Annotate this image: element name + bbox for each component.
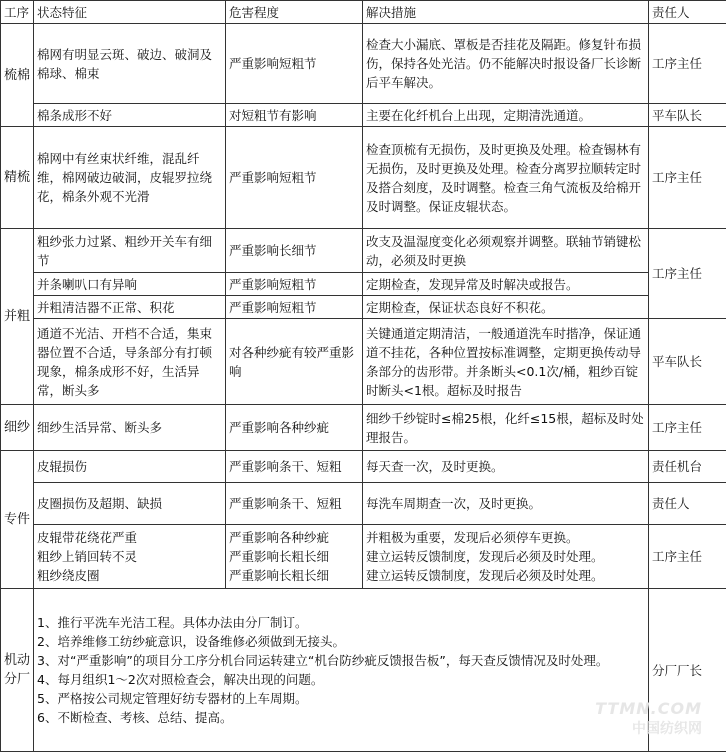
symptom-cell: 粗纱张力过紧、粗纱开关车有细节 — [34, 229, 226, 273]
table-row — [1, 405, 726, 451]
policy-item: 6、不断检查、考核、总结、提高。 — [37, 710, 233, 725]
policy-list — [34, 589, 649, 752]
hazard-line: 严重影响长粗长细 — [229, 568, 330, 583]
hazard-line: 严重影响各种纱疵 — [229, 530, 330, 545]
symptom-cell: 皮圈损伤及超期、缺损 — [34, 483, 226, 525]
symptom-cell: 棉网中有丝束状纤维，混乱纤维，棉网破边破洞，皮辊罗拉绕花，棉条外观不光滑 — [34, 127, 226, 229]
table-row — [1, 104, 726, 127]
measure-cell: 主要在化纤机台上出现，定期清洗通道。 — [363, 104, 649, 127]
table-row — [1, 127, 726, 229]
policy-item: 3、对“严重影响”的项目分工序分机台同运转建立“机台防纱疵反馈报告板”，每天查反馈情况及时处理。 — [37, 653, 609, 668]
section-jidong: 机动分厂 — [1, 589, 34, 752]
measure-cell: 关键通道定期清洁，一般通道洗车时揩净，保证通道不挂花，各种位置按标准调整，定期更换传动导条部分的齿形带。并条断头<0.1次/桶，粗纱百锭时断头<1根。超标及时报告 — [363, 319, 649, 405]
owner-cell: 工序主任 — [649, 24, 726, 104]
table-row — [1, 229, 726, 273]
owner-cell: 工序主任 — [649, 525, 726, 589]
table-row — [1, 483, 726, 525]
table-row — [1, 589, 726, 752]
section-bingcu: 并粗 — [1, 229, 34, 405]
symptom-cell: 棉条成形不好 — [34, 104, 226, 127]
table-row — [1, 319, 726, 405]
hazard-cell: 对短粗节有影响 — [226, 104, 363, 127]
header-process: 工序 — [1, 1, 34, 24]
policy-item: 5、严格按公司规定管理好纺专器材的上车周期。 — [37, 691, 308, 706]
owner-cell: 工序主任 — [649, 405, 726, 451]
symptom-cell: 皮辊损伤 — [34, 451, 226, 483]
hazard-cell: 严重影响短粗节 — [226, 127, 363, 229]
symptom-cell: 通道不光洁、开档不合适，集束器位置不合适，导条部分有打顿现象，棉条成形不好，生活异常，断头多 — [34, 319, 226, 405]
table-row — [1, 296, 726, 319]
section-zhuanjian: 专件 — [1, 451, 34, 589]
header-symptom: 状态特征 — [34, 1, 226, 24]
section-shumian: 梳棉 — [1, 24, 34, 127]
symptom-cell: 并条喇叭口有异响 — [34, 273, 226, 296]
measure-cell: 检查顶梳有无损伤，及时更换及处理。检查锡林有无损伤，及时更换及处理。检查分离罗拉顺转定时及搭合刻度，及时调整。检查三角气流板及给棉开及时调整。保证皮辊状态。 — [363, 127, 649, 229]
hazard-cell: 严重影响条干、短粗 — [226, 483, 363, 525]
section-jingshu: 精梳 — [1, 127, 34, 229]
measure-line: 建立运转反馈制度，发现后必须及时处理。 — [366, 568, 604, 583]
hazard-cell: 对各种纱疵有较严重影响 — [226, 319, 363, 405]
policy-item: 4、每月组织1～2次对照检查会，解决出现的问题。 — [37, 672, 324, 687]
hazard-cell: 严重影响短粗节 — [226, 24, 363, 104]
header-owner: 责任人 — [649, 1, 726, 24]
header-measure: 解决措施 — [363, 1, 649, 24]
measure-cell: 定期检查，发现异常及时解决或报告。 — [363, 273, 649, 296]
owner-cell: 责任机台 — [649, 451, 726, 483]
symptom-line: 粗纱上销回转不灵 — [37, 549, 138, 564]
hazard-cell — [226, 525, 363, 589]
policy-item: 2、培养维修工纺纱疵意识，设备维修必须做到无接头。 — [37, 634, 345, 649]
symptom-line: 皮辊带花绕花严重 — [37, 530, 138, 545]
symptom-cell: 棉网有明显云斑、破边、破洞及棉球、棉束 — [34, 24, 226, 104]
owner-cell: 平车队长 — [649, 319, 726, 405]
measure-cell — [363, 525, 649, 589]
watermark-line1: TTMN.COM — [595, 699, 702, 718]
measure-cell: 每洗车周期查一次，及时更换。 — [363, 483, 649, 525]
measure-cell: 检查大小漏底、罩板是否挂花及隔距。修复针布损伤，保持各处光洁。仍不能解决时报设备厂长诊断后平车解决。 — [363, 24, 649, 104]
measure-cell: 定期检查，保证状态良好不积花。 — [363, 296, 649, 319]
measure-cell: 每天查一次，及时更换。 — [363, 451, 649, 483]
hazard-cell: 严重影响条干、短粗 — [226, 451, 363, 483]
measure-line: 并粗极为重要，发现后必须停车更换。 — [366, 530, 579, 545]
hazard-cell: 严重影响长细节 — [226, 229, 363, 273]
symptom-line: 粗纱绕皮圈 — [37, 568, 100, 583]
measure-line: 建立运转反馈制度，发现后必须及时处理。 — [366, 549, 604, 564]
watermark-line2: 中国纺织网 — [632, 721, 702, 737]
header-hazard: 危害程度 — [226, 1, 363, 24]
table-row — [1, 451, 726, 483]
measure-cell: 细纱千纱锭时≤棉25根，化纤≤15根，超标及时处理报告。 — [363, 405, 649, 451]
symptom-cell — [34, 525, 226, 589]
table-row — [1, 24, 726, 104]
symptom-cell: 细纱生活异常、断头多 — [34, 405, 226, 451]
owner-cell: 工序主任 — [649, 127, 726, 229]
owner-cell: 分厂厂长 — [649, 589, 726, 752]
measure-cell: 改支及温湿度变化必须观察并调整。联轴节销键松动，必须及时更换 — [363, 229, 649, 273]
table-row — [1, 525, 726, 589]
hazard-cell: 严重影响短粗节 — [226, 296, 363, 319]
section-xisha: 细纱 — [1, 405, 34, 451]
symptom-cell: 并粗清洁器不正常、积花 — [34, 296, 226, 319]
hazard-cell: 严重影响短粗节 — [226, 273, 363, 296]
hazard-line: 严重影响长粗长细 — [229, 549, 330, 564]
header-row — [1, 1, 726, 24]
owner-cell: 工序主任 — [649, 229, 726, 319]
owner-cell: 责任人 — [649, 483, 726, 525]
policy-item: 1、推行平洗车光洁工程。具体办法由分厂制订。 — [37, 615, 308, 630]
table-row — [1, 273, 726, 296]
hazard-cell: 严重影响各种纱疵 — [226, 405, 363, 451]
owner-cell: 平车队长 — [649, 104, 726, 127]
